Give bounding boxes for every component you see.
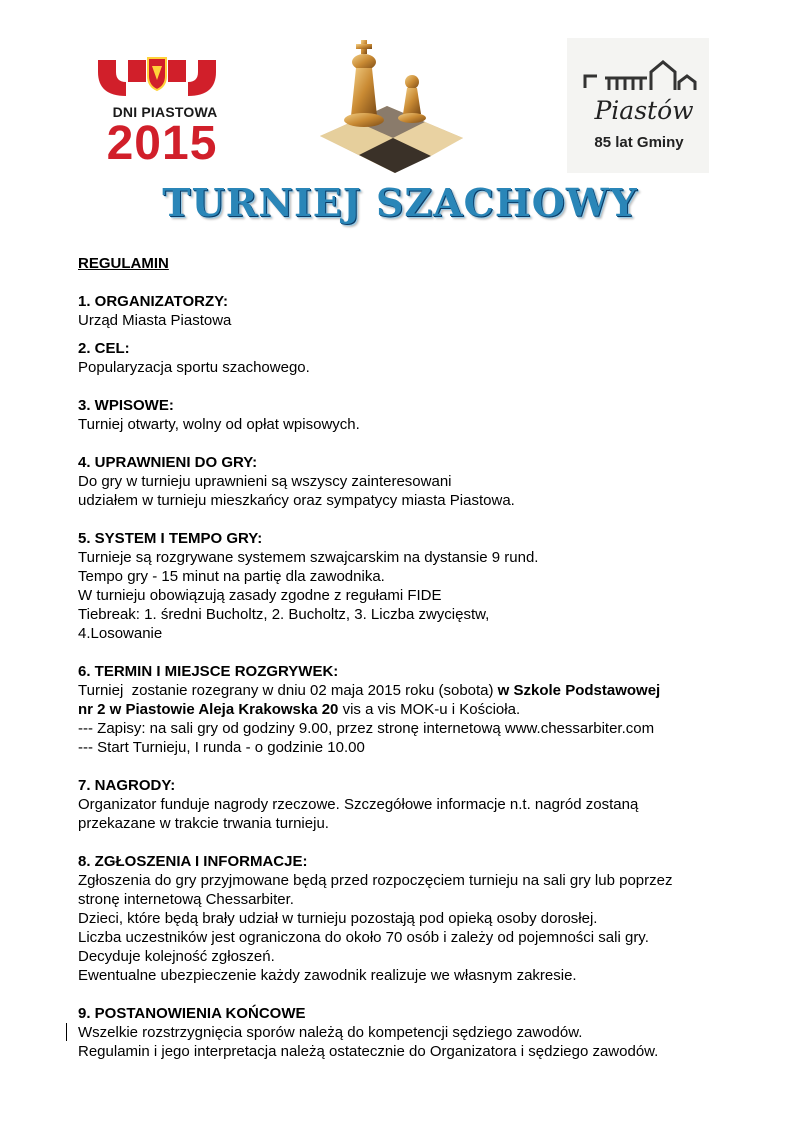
section-line: przekazane w trakcie trwania turnieju. xyxy=(78,815,329,832)
section-line: Do gry w turnieju uprawnieni są wszyscy zainteresowani xyxy=(78,473,452,490)
section-title: 5. SYSTEM I TEMPO GRY: xyxy=(78,530,263,547)
section-line: Zgłoszenia do gry przyjmowane będą przed rozpoczęciem turnieju na sali gry lub poprzez xyxy=(78,872,673,889)
section-line: Tempo gry - 15 minut na partię dla zawodnika. xyxy=(78,568,385,585)
section-title: 7. NAGRODY: xyxy=(78,777,176,794)
section-title: 3. WPISOWE: xyxy=(78,397,174,414)
section-line: Urząd Miasta Piastowa xyxy=(78,312,232,329)
section-title: 1. ORGANIZATORZY: xyxy=(78,293,228,310)
section-line: Turnieje są rozgrywane systemem szwajcarskim na dystansie 9 rund. xyxy=(78,549,539,566)
section-6 xyxy=(78,662,738,757)
chess-pieces-image xyxy=(315,38,465,178)
section-8 xyxy=(78,852,738,985)
section-line: Decyduje kolejność zgłoszeń. xyxy=(78,948,275,965)
section-line: Wszelkie rozstrzygnięcia sporów należą do kompetencji sędziego zawodów. xyxy=(78,1024,583,1041)
section-line: stronę internetową Chessarbiter. xyxy=(78,891,294,908)
section-line: Dzieci, które będą brały udział w turnieju pozostają pod opieką osoby dorosłej. xyxy=(78,910,598,927)
section-line xyxy=(78,681,738,700)
section-line: --- Zapisy: na sali gry od godziny 9.00, przez stronę internetową www.chessarbiter.com xyxy=(78,720,655,737)
section-5 xyxy=(78,529,738,643)
section-line: Regulamin i jego interpretacja należą ostatecznie do Organizatora i sędziego zawodów. xyxy=(78,1043,659,1060)
section-7 xyxy=(78,776,738,833)
landmark-text: vis a vis MOK-u i Kościoła. xyxy=(338,701,521,718)
dni-piastowa-logo xyxy=(92,52,232,177)
section-line xyxy=(78,700,738,719)
regulations-document xyxy=(78,254,738,1080)
anniversary-text: 85 lat Gminy xyxy=(594,134,684,151)
section-line: --- Start Turnieju, I runda - o godzinie 10.00 xyxy=(78,739,365,756)
section-line: udziałem w turnieju mieszkańcy oraz sympatycy miasta Piastowa. xyxy=(78,492,515,509)
section-title: 6. TERMIN I MIEJSCE ROZGRYWEK: xyxy=(78,663,339,680)
section-4 xyxy=(78,453,738,510)
section-line: Organizator funduje nagrody rzeczowe. Szczegółowe informacje n.t. nagród zostaną xyxy=(78,796,639,813)
section-title: 2. CEL: xyxy=(78,340,130,357)
section-line: Ewentualne ubezpieczenie każdy zawodnik realizuje we własnym zakresie. xyxy=(78,967,577,984)
section-9 xyxy=(78,1004,738,1061)
section-line: Liczba uczestników jest ograniczona do około 70 osób i zależy od pojemności sali gry. xyxy=(78,929,649,946)
section-title: 4. UPRAWNIENI DO GRY: xyxy=(78,454,258,471)
logo-line1: DNI PIASTOWA xyxy=(112,104,218,120)
document-heading: REGULAMIN xyxy=(78,255,169,272)
section-2 xyxy=(78,339,738,377)
piastow-script: Piastów xyxy=(594,96,694,125)
section-line: W turnieju obowiązują zasady zgodne z regułami FIDE xyxy=(78,587,442,604)
date-text: Turniej zostanie rozegrany w dniu 02 maja 2015 roku (sobota) xyxy=(78,682,498,699)
section-line: Turniej otwarty, wolny od opłat wpisowych. xyxy=(78,416,360,433)
section-title: 8. ZGŁOSZENIA I INFORMACJE: xyxy=(78,853,308,870)
section-line: Popularyzacja sportu szachowego. xyxy=(78,359,310,376)
section-3 xyxy=(78,396,738,434)
section-line: 4.Losowanie xyxy=(78,625,163,642)
logo-year: 2015 xyxy=(106,117,218,170)
banner-title: TURNIEJ SZACHOWY xyxy=(162,180,638,225)
venue-text: w Szkole Podstawowej xyxy=(497,682,661,699)
address-text: nr 2 w Piastowie Aleja Krakowska 20 xyxy=(78,701,339,718)
section-1 xyxy=(78,292,738,330)
text-cursor xyxy=(66,1023,67,1041)
section-line: Tiebreak: 1. średni Bucholtz, 2. Bucholtz, 3. Liczba zwycięstw, xyxy=(78,606,490,623)
section-title: 9. POSTANOWIENIA KOŃCOWE xyxy=(78,1005,306,1022)
crown-icon xyxy=(92,52,232,112)
piastow-85-logo xyxy=(567,38,709,173)
